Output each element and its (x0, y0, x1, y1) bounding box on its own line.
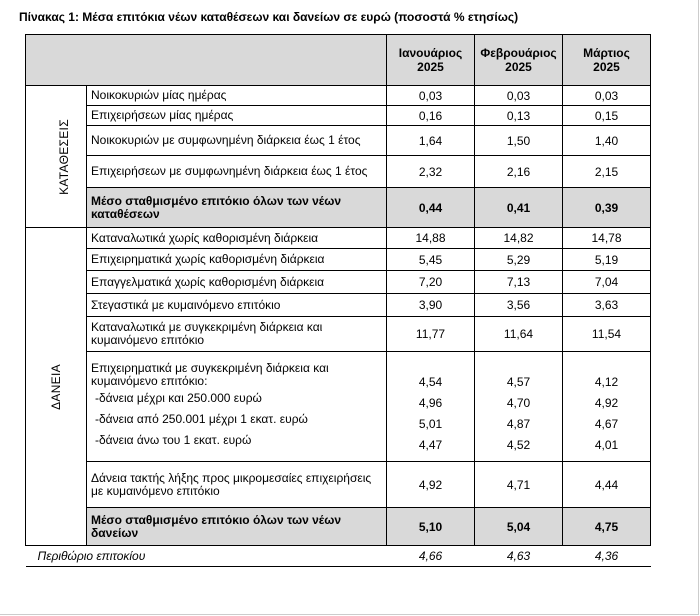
section-label-loans: ΔΑΝΕΙΑ (26, 228, 87, 546)
cell-value: 14,88 (387, 228, 475, 249)
subrow-label: -δάνεια άνω του 1 εκατ. ευρώ (95, 433, 252, 447)
cell-value: 5,19 (563, 249, 651, 271)
row-label: Περιθώριο επιτοκίου (26, 546, 387, 567)
deposits-average-row (26, 188, 651, 228)
cell-value: 2,15 (563, 156, 651, 188)
cell-value: 1,64 (387, 126, 475, 156)
cell-value-stack: 4,12 4,92 4,67 4,01 (563, 352, 651, 462)
row-label: Μέσο σταθμισμένο επιτόκιο όλων των νέων καταθέσεων (87, 188, 387, 228)
column-header-january: Ιανουάριος 2025 (387, 35, 475, 86)
cell-value: 4,92 (387, 462, 475, 508)
cell-value: 2,32 (387, 156, 475, 188)
cell-value: 3,56 (475, 294, 563, 317)
cell-value: 4,66 (387, 546, 475, 567)
cell-value: 0,41 (475, 188, 563, 228)
cell-value: 14,82 (475, 228, 563, 249)
cell-value: 14,78 (563, 228, 651, 249)
cell-value: 0,03 (387, 86, 475, 106)
table-row (26, 317, 651, 352)
header-row (26, 35, 651, 86)
cell-value: 7,13 (475, 271, 563, 294)
loans-average-row (26, 508, 651, 546)
row-label: Στεγαστικά με κυμαινόμενο επιτόκιο (87, 294, 387, 317)
table-row (26, 156, 651, 188)
cell-value: 0,15 (563, 106, 651, 126)
interest-margin-row (26, 546, 651, 567)
cell-value: 7,20 (387, 271, 475, 294)
cell-value: 4,63 (475, 546, 563, 567)
cell-value: 4,75 (563, 508, 651, 546)
row-label: Καταναλωτικά με συγκεκριμένη διάρκεια και κυμαινόμενο επιτόκιο (87, 317, 387, 352)
cell-value: 2,16 (475, 156, 563, 188)
row-label: Νοικοκυριών μίας ημέρας (87, 86, 387, 106)
table-row (26, 249, 651, 271)
cell-value-stack: 4,54 4,96 5,01 4,47 (387, 352, 475, 462)
cell-value-stack: 4,57 4,70 4,87 4,52 (475, 352, 563, 462)
section-label-deposits: ΚΑΤΑΘΕΣΕΙΣ (26, 86, 87, 228)
table-title: Πίνακας 1: Μέσα επιτόκια νέων καταθέσεων και δανείων σε ευρώ (ποσοστά % ετησίως) (19, 10, 519, 24)
interest-rates-table (25, 34, 651, 567)
row-label: Νοικοκυριών με συμφωνημένη διάρκεια έως 1 έτος (87, 126, 387, 156)
cell-value: 0,03 (475, 86, 563, 106)
table-row (26, 462, 651, 508)
row-label: Δάνεια τακτής λήξης προς μικρομεσαίες επιχειρήσεις με κυμαινόμενο επιτόκιο (87, 462, 387, 508)
cell-value: 0,13 (475, 106, 563, 126)
cell-value: 4,44 (563, 462, 651, 508)
cell-value: 4,71 (475, 462, 563, 508)
cell-value: 0,39 (563, 188, 651, 228)
table-row (26, 228, 651, 249)
table-row (26, 86, 651, 106)
row-label: Καταναλωτικά χωρίς καθορισμένη διάρκεια (87, 228, 387, 249)
cell-value: 1,50 (475, 126, 563, 156)
cell-value: 11,64 (475, 317, 563, 352)
cell-value: 3,90 (387, 294, 475, 317)
cell-value: 7,04 (563, 271, 651, 294)
business-loans-group-row (26, 352, 651, 462)
cell-value: 3,63 (563, 294, 651, 317)
cell-value: 5,29 (475, 249, 563, 271)
cell-value: 5,45 (387, 249, 475, 271)
row-label: Επαγγελματικά χωρίς καθορισμένη διάρκεια (87, 271, 387, 294)
cell-value: 11,77 (387, 317, 475, 352)
table-row (26, 271, 651, 294)
table-row (26, 126, 651, 156)
cell-value: 5,04 (475, 508, 563, 546)
header-blank-cell (26, 35, 387, 86)
row-label: Επιχειρηματικά χωρίς καθορισμένη διάρκεια (87, 249, 387, 271)
row-label: Επιχειρήσεων μίας ημέρας (87, 106, 387, 126)
row-label: Επιχειρήσεων με συμφωνημένη διάρκεια έως 1 έτος (87, 156, 387, 188)
row-label: Επιχειρηματικά με συγκεκριμένη διάρκεια και κυμαινόμενο επιτόκιο: -δάνεια μέχρι και 250.000 ευρώ -δάνεια από 250.001 μέχρι 1 εκατ. ευρώ -δάνεια άνω του 1 εκατ. ευρώ (87, 352, 387, 462)
row-label: Μέσο σταθμισμένο επιτόκιο όλων των νέων δανείων (87, 508, 387, 546)
table-row (26, 294, 651, 317)
cell-value: 0,16 (387, 106, 475, 126)
cell-value: 4,36 (563, 546, 651, 567)
cell-value: 11,54 (563, 317, 651, 352)
subrow-label: -δάνεια από 250.001 μέχρι 1 εκατ. ευρώ (95, 412, 308, 426)
cell-value: 0,03 (563, 86, 651, 106)
cell-value: 5,10 (387, 508, 475, 546)
column-header-march: Μάρτιος 2025 (563, 35, 651, 86)
column-header-february: Φεβρουάριος 2025 (475, 35, 563, 86)
subrow-label: -δάνεια μέχρι και 250.000 ευρώ (95, 391, 262, 405)
cell-value: 0,44 (387, 188, 475, 228)
cell-value: 1,40 (563, 126, 651, 156)
table-row (26, 106, 651, 126)
